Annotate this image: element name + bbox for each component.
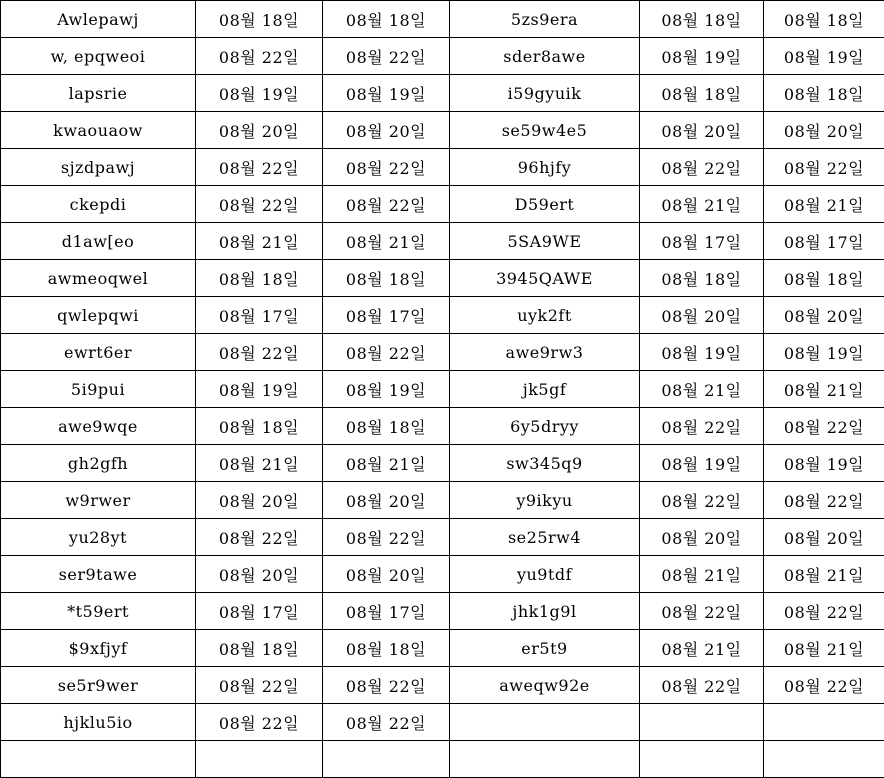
cell-code[interactable]: 96hjfy	[450, 149, 640, 186]
cell-date2[interactable]: 08월 22일	[323, 38, 450, 75]
cell-date2[interactable]: 08월 18일	[323, 630, 450, 667]
cell-date3[interactable]: 08월 21일	[640, 630, 764, 667]
cell-date3[interactable]: 08월 20일	[640, 297, 764, 334]
cell-date1[interactable]: 08월 17일	[196, 297, 323, 334]
cell-date4[interactable]: 08월 20일	[764, 112, 884, 149]
cell-date3[interactable]: 08월 22일	[640, 667, 764, 704]
cell-date4[interactable]: 08월 18일	[764, 75, 884, 112]
table-row	[1, 667, 884, 704]
table-row	[1, 519, 884, 556]
cell-date2[interactable]: 08월 19일	[323, 75, 450, 112]
cell-code[interactable]: yu9tdf	[450, 556, 640, 593]
cell-date2[interactable]: 08월 22일	[323, 667, 450, 704]
cell-code[interactable]: 5SA9WE	[450, 223, 640, 260]
cell-date3[interactable]: 08월 22일	[640, 593, 764, 630]
cell-date1[interactable]: 08월 22일	[196, 186, 323, 223]
cell-code[interactable]	[450, 741, 640, 778]
cell-date4[interactable]: 08월 19일	[764, 38, 884, 75]
cell-date3[interactable]: 08월 17일	[640, 223, 764, 260]
cell-date3[interactable]: 08월 22일	[640, 149, 764, 186]
cell-name[interactable]: yu28yt	[1, 519, 196, 556]
cell-date1[interactable]	[196, 741, 323, 778]
cell-name[interactable]: Awlepawj	[1, 1, 196, 38]
cell-date2[interactable]: 08월 18일	[323, 408, 450, 445]
cell-date4[interactable]: 08월 19일	[764, 334, 884, 371]
cell-date3[interactable]: 08월 19일	[640, 334, 764, 371]
cell-name[interactable]: se5r9wer	[1, 667, 196, 704]
table-row	[1, 371, 884, 408]
cell-date4[interactable]: 08월 20일	[764, 519, 884, 556]
cell-date1[interactable]: 08월 18일	[196, 408, 323, 445]
table-row	[1, 741, 884, 778]
cell-name[interactable]: qwlepqwi	[1, 297, 196, 334]
cell-date2[interactable]: 08월 22일	[323, 519, 450, 556]
cell-date2[interactable]: 08월 18일	[323, 260, 450, 297]
table-row	[1, 112, 884, 149]
table-row	[1, 38, 884, 75]
cell-code[interactable]	[450, 704, 640, 741]
table-row	[1, 556, 884, 593]
table-row	[1, 260, 884, 297]
table-row	[1, 334, 884, 371]
cell-date4[interactable]: 08월 20일	[764, 297, 884, 334]
cell-name[interactable]: 5i9pui	[1, 371, 196, 408]
cell-date4[interactable]: 08월 21일	[764, 186, 884, 223]
cell-date1[interactable]: 08월 21일	[196, 223, 323, 260]
cell-date1[interactable]: 08월 19일	[196, 75, 323, 112]
cell-date2[interactable]: 08월 20일	[323, 482, 450, 519]
cell-date1[interactable]: 08월 22일	[196, 334, 323, 371]
cell-date3[interactable]: 08월 20일	[640, 112, 764, 149]
cell-date1[interactable]: 08월 22일	[196, 38, 323, 75]
cell-date3[interactable]: 08월 20일	[640, 519, 764, 556]
cell-code[interactable]: D59ert	[450, 186, 640, 223]
cell-date3[interactable]: 08월 21일	[640, 371, 764, 408]
cell-date1[interactable]: 08월 20일	[196, 482, 323, 519]
cell-name[interactable]	[1, 741, 196, 778]
cell-date1[interactable]: 08월 19일	[196, 371, 323, 408]
cell-name[interactable]: $9xfjyf	[1, 630, 196, 667]
cell-date4[interactable]: 08월 19일	[764, 445, 884, 482]
cell-date4[interactable]	[764, 704, 884, 741]
cell-code[interactable]: 3945QAWE	[450, 260, 640, 297]
table-row	[1, 408, 884, 445]
table-row	[1, 593, 884, 630]
cell-name[interactable]: w, epqweoi	[1, 38, 196, 75]
cell-name[interactable]: awmeoqwel	[1, 260, 196, 297]
cell-name[interactable]: sjzdpawj	[1, 149, 196, 186]
cell-code[interactable]: uyk2ft	[450, 297, 640, 334]
table-body	[1, 1, 884, 778]
cell-name[interactable]: w9rwer	[1, 482, 196, 519]
table-row	[1, 75, 884, 112]
cell-date4[interactable]: 08월 18일	[764, 1, 884, 38]
cell-date3[interactable]: 08월 21일	[640, 186, 764, 223]
cell-code[interactable]: sw345q9	[450, 445, 640, 482]
cell-date2[interactable]: 08월 21일	[323, 445, 450, 482]
cell-date2[interactable]: 08월 21일	[323, 223, 450, 260]
cell-date1[interactable]: 08월 22일	[196, 704, 323, 741]
cell-name[interactable]: ser9tawe	[1, 556, 196, 593]
cell-date3[interactable]	[640, 741, 764, 778]
cell-code[interactable]: jhk1g9l	[450, 593, 640, 630]
cell-code[interactable]: er5t9	[450, 630, 640, 667]
cell-date3[interactable]: 08월 18일	[640, 260, 764, 297]
cell-date4[interactable]: 08월 18일	[764, 260, 884, 297]
cell-date2[interactable]: 08월 20일	[323, 112, 450, 149]
cell-date2[interactable]: 08월 20일	[323, 556, 450, 593]
cell-date4[interactable]: 08월 21일	[764, 630, 884, 667]
cell-date3[interactable]: 08월 21일	[640, 556, 764, 593]
cell-date3[interactable]: 08월 18일	[640, 1, 764, 38]
table-row	[1, 223, 884, 260]
cell-code[interactable]: 5zs9era	[450, 1, 640, 38]
cell-code[interactable]: aweqw92e	[450, 667, 640, 704]
cell-code[interactable]: jk5gf	[450, 371, 640, 408]
cell-date1[interactable]: 08월 21일	[196, 445, 323, 482]
table-row	[1, 1, 884, 38]
cell-date2[interactable]: 08월 17일	[323, 297, 450, 334]
table-row	[1, 445, 884, 482]
cell-name[interactable]: awe9wqe	[1, 408, 196, 445]
cell-code[interactable]: 6y5dryy	[450, 408, 640, 445]
cell-code[interactable]: awe9rw3	[450, 334, 640, 371]
table-row	[1, 630, 884, 667]
cell-code[interactable]: y9ikyu	[450, 482, 640, 519]
cell-date2[interactable]: 08월 22일	[323, 704, 450, 741]
cell-date3[interactable]: 08월 19일	[640, 38, 764, 75]
cell-date1[interactable]: 08월 22일	[196, 149, 323, 186]
cell-date1[interactable]: 08월 18일	[196, 1, 323, 38]
cell-date4[interactable]: 08월 21일	[764, 556, 884, 593]
cell-name[interactable]: *t59ert	[1, 593, 196, 630]
cell-date1[interactable]: 08월 18일	[196, 630, 323, 667]
cell-name[interactable]: d1aw[eo	[1, 223, 196, 260]
cell-code[interactable]: sder8awe	[450, 38, 640, 75]
cell-date4[interactable]: 08월 22일	[764, 408, 884, 445]
cell-date4[interactable]: 08월 17일	[764, 223, 884, 260]
cell-date4[interactable]: 08월 21일	[764, 371, 884, 408]
cell-name[interactable]: ewrt6er	[1, 334, 196, 371]
cell-code[interactable]: se25rw4	[450, 519, 640, 556]
cell-date1[interactable]: 08월 22일	[196, 519, 323, 556]
cell-date2[interactable]	[323, 741, 450, 778]
table-row	[1, 186, 884, 223]
cell-code[interactable]: i59gyuik	[450, 75, 640, 112]
cell-code[interactable]: se59w4e5	[450, 112, 640, 149]
cell-name[interactable]: gh2gfh	[1, 445, 196, 482]
cell-name[interactable]: kwaouaow	[1, 112, 196, 149]
cell-date1[interactable]: 08월 18일	[196, 260, 323, 297]
cell-date2[interactable]: 08월 18일	[323, 1, 450, 38]
cell-date2[interactable]: 08월 22일	[323, 334, 450, 371]
table-row	[1, 704, 884, 741]
cell-date1[interactable]: 08월 20일	[196, 112, 323, 149]
cell-date1[interactable]: 08월 22일	[196, 667, 323, 704]
cell-date4[interactable]: 08월 22일	[764, 593, 884, 630]
cell-date4[interactable]: 08월 22일	[764, 482, 884, 519]
cell-date3[interactable]: 08월 19일	[640, 445, 764, 482]
cell-date2[interactable]: 08월 19일	[323, 371, 450, 408]
cell-date2[interactable]: 08월 22일	[323, 149, 450, 186]
cell-date4[interactable]	[764, 741, 884, 778]
cell-date3[interactable]: 08월 22일	[640, 482, 764, 519]
cell-date3[interactable]: 08월 18일	[640, 75, 764, 112]
table-row	[1, 482, 884, 519]
cell-date1[interactable]: 08월 17일	[196, 593, 323, 630]
cell-date3[interactable]: 08월 22일	[640, 408, 764, 445]
table-row	[1, 297, 884, 334]
cell-date2[interactable]: 08월 17일	[323, 593, 450, 630]
cell-date4[interactable]: 08월 22일	[764, 149, 884, 186]
cell-date3[interactable]	[640, 704, 764, 741]
cell-name[interactable]: ckepdi	[1, 186, 196, 223]
cell-date2[interactable]: 08월 22일	[323, 186, 450, 223]
table-row	[1, 149, 884, 186]
cell-name[interactable]: lapsrie	[1, 75, 196, 112]
cell-date1[interactable]: 08월 20일	[196, 556, 323, 593]
cell-name[interactable]: hjklu5io	[1, 704, 196, 741]
cell-date4[interactable]: 08월 22일	[764, 667, 884, 704]
